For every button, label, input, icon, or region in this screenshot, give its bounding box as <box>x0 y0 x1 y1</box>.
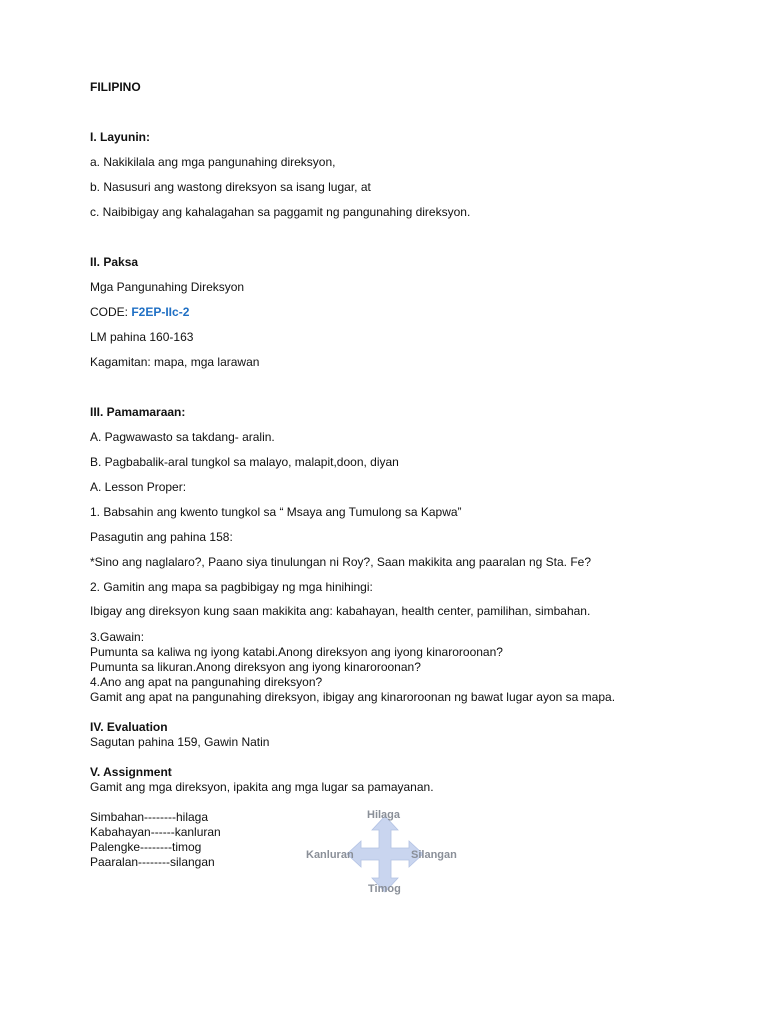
compass-west-label: Kanluran <box>306 849 354 861</box>
pamamaraan-line: A. Lesson Proper: <box>90 480 187 494</box>
pamamaraan-line: Ibigay ang direksyon kung saan makikita ang: kabahayan, health center, pamilihan, simbahan. <box>90 604 591 618</box>
compass-diagram <box>300 806 470 900</box>
pamamaraan-line: B. Pagbabalik-aral tungkol sa malayo, malapit,doon, diyan <box>90 455 399 469</box>
pamamaraan-line: A. Pagwawasto sa takdang- aralin. <box>90 430 275 444</box>
code-label: CODE: <box>90 305 132 319</box>
compass-east-label: Silangan <box>411 849 457 861</box>
gawain-line: Gamit ang apat na pangunahing direksyon, ibigay ang kinaroroonan ng bawat lugar ayon sa mapa. <box>90 690 616 704</box>
code-value: F2EP-IIc-2 <box>131 305 190 319</box>
layunin-item: a. Nakikilala ang mga pangunahing direksyon, <box>90 155 336 169</box>
paksa-code-line <box>90 305 189 319</box>
gawain-line: 3.Gawain: <box>90 630 145 644</box>
paksa-heading: II. Paksa <box>90 255 139 269</box>
pamamaraan-line: Pasagutin ang pahina 158: <box>90 530 233 544</box>
paksa-topic: Mga Pangunahing Direksyon <box>90 280 245 294</box>
assignment-heading: V. Assignment <box>90 765 172 779</box>
paksa-kagamitan: Kagamitan: mapa, mga larawan <box>90 355 260 369</box>
layunin-item: b. Nasusuri ang wastong direksyon sa isang lugar, at <box>90 180 371 194</box>
pamamaraan-heading: III. Pamamaraan: <box>90 405 186 419</box>
evaluation-text: Sagutan pahina 159, Gawin Natin <box>90 735 270 749</box>
assignment-list-item: Kabahayan------kanluran <box>90 825 221 839</box>
evaluation-heading: IV. Evaluation <box>90 720 168 734</box>
pamamaraan-line: *Sino ang naglalaro?, Paano siya tinulungan ni Roy?, Saan makikita ang paaralan ng Sta. Fe? <box>90 555 592 569</box>
assignment-list-item: Palengke--------timog <box>90 840 202 854</box>
pamamaraan-line: 1. Babsahin ang kwento tungkol sa “ Msaya ang Tumulong sa Kapwa” <box>90 505 462 519</box>
compass-north-label: Hilaga <box>367 809 401 821</box>
pamamaraan-line: 2. Gamitin ang mapa sa pagbibigay ng mga hinihingi: <box>90 580 373 594</box>
compass-south-label: Timog <box>368 883 401 895</box>
assignment-list-item: Simbahan--------hilaga <box>90 810 209 824</box>
layunin-item: c. Naibibigay ang kahalagahan sa paggamit ng pangunahing direksyon. <box>90 205 471 219</box>
subject-title: FILIPINO <box>90 80 141 94</box>
assignment-list-item: Paaralan--------silangan <box>90 855 215 869</box>
gawain-line: Pumunta sa likuran.Anong direksyon ang iyong kinaroroonan? <box>90 660 421 674</box>
gawain-line: Pumunta sa kaliwa ng iyong katabi.Anong direksyon ang iyong kinaroroonan? <box>90 645 503 659</box>
layunin-heading: I. Layunin: <box>90 130 150 144</box>
gawain-line: 4.Ano ang apat na pangunahing direksyon? <box>90 675 323 689</box>
assignment-text: Gamit ang mga direksyon, ipakita ang mga lugar sa pamayanan. <box>90 780 434 794</box>
paksa-lm: LM pahina 160-163 <box>90 330 194 344</box>
